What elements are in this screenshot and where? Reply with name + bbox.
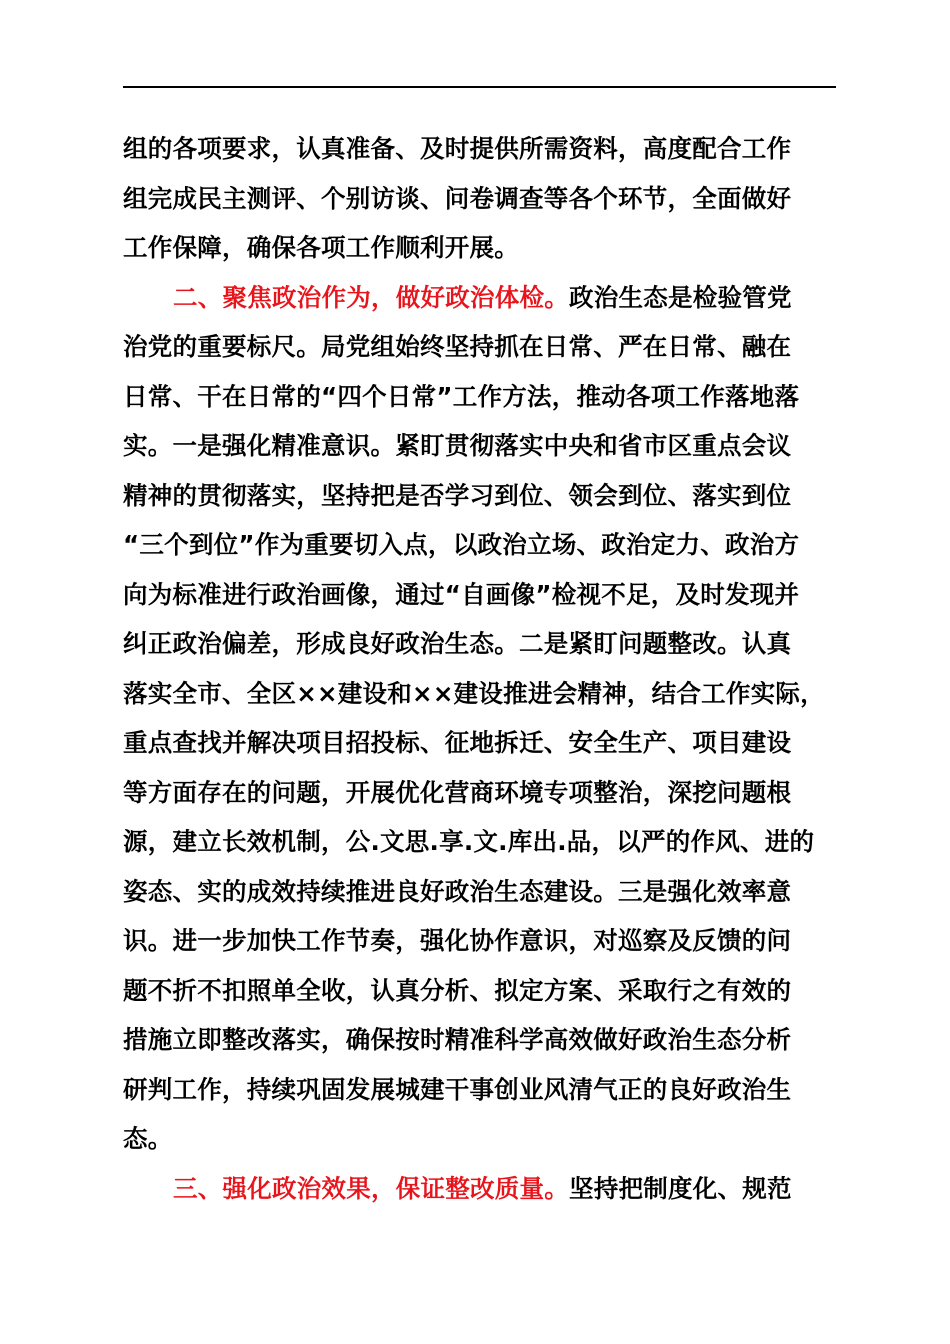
- text-line: [123, 570, 836, 620]
- header-rule: [123, 86, 836, 88]
- line-text: 源，建立长效机制，公.文思.享.文.库出.品，以严的作风、进的: [123, 827, 815, 856]
- section-heading: 三、强化政治效果，保证整改质量。: [173, 1173, 569, 1203]
- line-text: 日常、干在日常的“四个日常”工作方法，推动各项工作落地落: [123, 381, 800, 411]
- text-line: [123, 817, 836, 867]
- line-text: 落实全市、全区××建设和××建设推进会精神，结合工作实际，: [123, 678, 825, 708]
- line-text: “三个到位”作为重要切入点，以政治立场、政治定力、政治方: [123, 530, 800, 559]
- text-line: [123, 372, 836, 422]
- line-text: 组完成民主测评、个别访谈、问卷调查等各个环节，全面做好: [123, 183, 792, 213]
- line-text: 坚持把制度化、规范: [569, 1173, 792, 1203]
- text-line: [123, 1164, 836, 1214]
- text-line: [123, 1015, 836, 1065]
- line-text: 治党的重要标尺。局党组始终坚持抓在日常、严在日常、融在: [123, 332, 792, 361]
- line-text: 措施立即整改落实，确保按时精准科学高效做好政治生态分析: [123, 1025, 792, 1054]
- text-line: [123, 916, 836, 966]
- line-text: 识。进一步加快工作节奏，强化协作意识，对巡察及反馈的问: [123, 926, 792, 955]
- text-line: [123, 223, 836, 273]
- text-line: [123, 867, 836, 917]
- line-text: 重点查找并解决项目招投标、征地拆迁、安全生产、项目建设: [123, 728, 792, 757]
- text-line: [123, 619, 836, 669]
- text-line: [123, 966, 836, 1016]
- text-line: [123, 768, 836, 818]
- text-line: [123, 520, 836, 570]
- text-line: [123, 718, 836, 768]
- line-text: 研判工作，持续巩固发展城建干事创业风清气正的良好政治生: [123, 1074, 792, 1104]
- text-line: [123, 174, 836, 224]
- body-text: [123, 124, 836, 1213]
- text-line: [123, 1065, 836, 1115]
- text-line: [123, 669, 836, 719]
- text-line: [123, 471, 836, 521]
- line-text: 组的各项要求，认真准备、及时提供所需资料，高度配合工作: [123, 134, 792, 163]
- text-line: [123, 1114, 836, 1164]
- text-line: [123, 322, 836, 372]
- line-text: 态。: [123, 1124, 173, 1153]
- line-text: 政治生态是检验管党: [569, 282, 792, 312]
- line-text: 题不折不扣照单全收，认真分析、拟定方案、采取行之有效的: [123, 975, 792, 1005]
- line-text: 工作保障，确保各项工作顺利开展。: [123, 233, 519, 262]
- line-text: 等方面存在的问题，开展优化营商环境专项整治，深挖问题根: [123, 777, 792, 807]
- text-line: [123, 124, 836, 174]
- line-text: 纠正政治偏差，形成良好政治生态。二是紧盯问题整改。认真: [123, 629, 792, 658]
- line-text: 向为标准进行政治画像，通过“自画像”检视不足，及时发现并: [123, 579, 800, 609]
- line-text: 精神的贯彻落实，坚持把是否学习到位、领会到位、落实到位: [123, 480, 792, 510]
- text-line: [123, 421, 836, 471]
- section-heading: 二、聚焦政治作为，做好政治体检。: [173, 282, 569, 312]
- line-text: 实。一是强化精准意识。紧盯贯彻落实中央和省市区重点会议: [123, 431, 792, 460]
- text-line: [123, 273, 836, 323]
- line-text: 姿态、实的成效持续推进良好政治生态建设。三是强化效率意: [123, 876, 792, 906]
